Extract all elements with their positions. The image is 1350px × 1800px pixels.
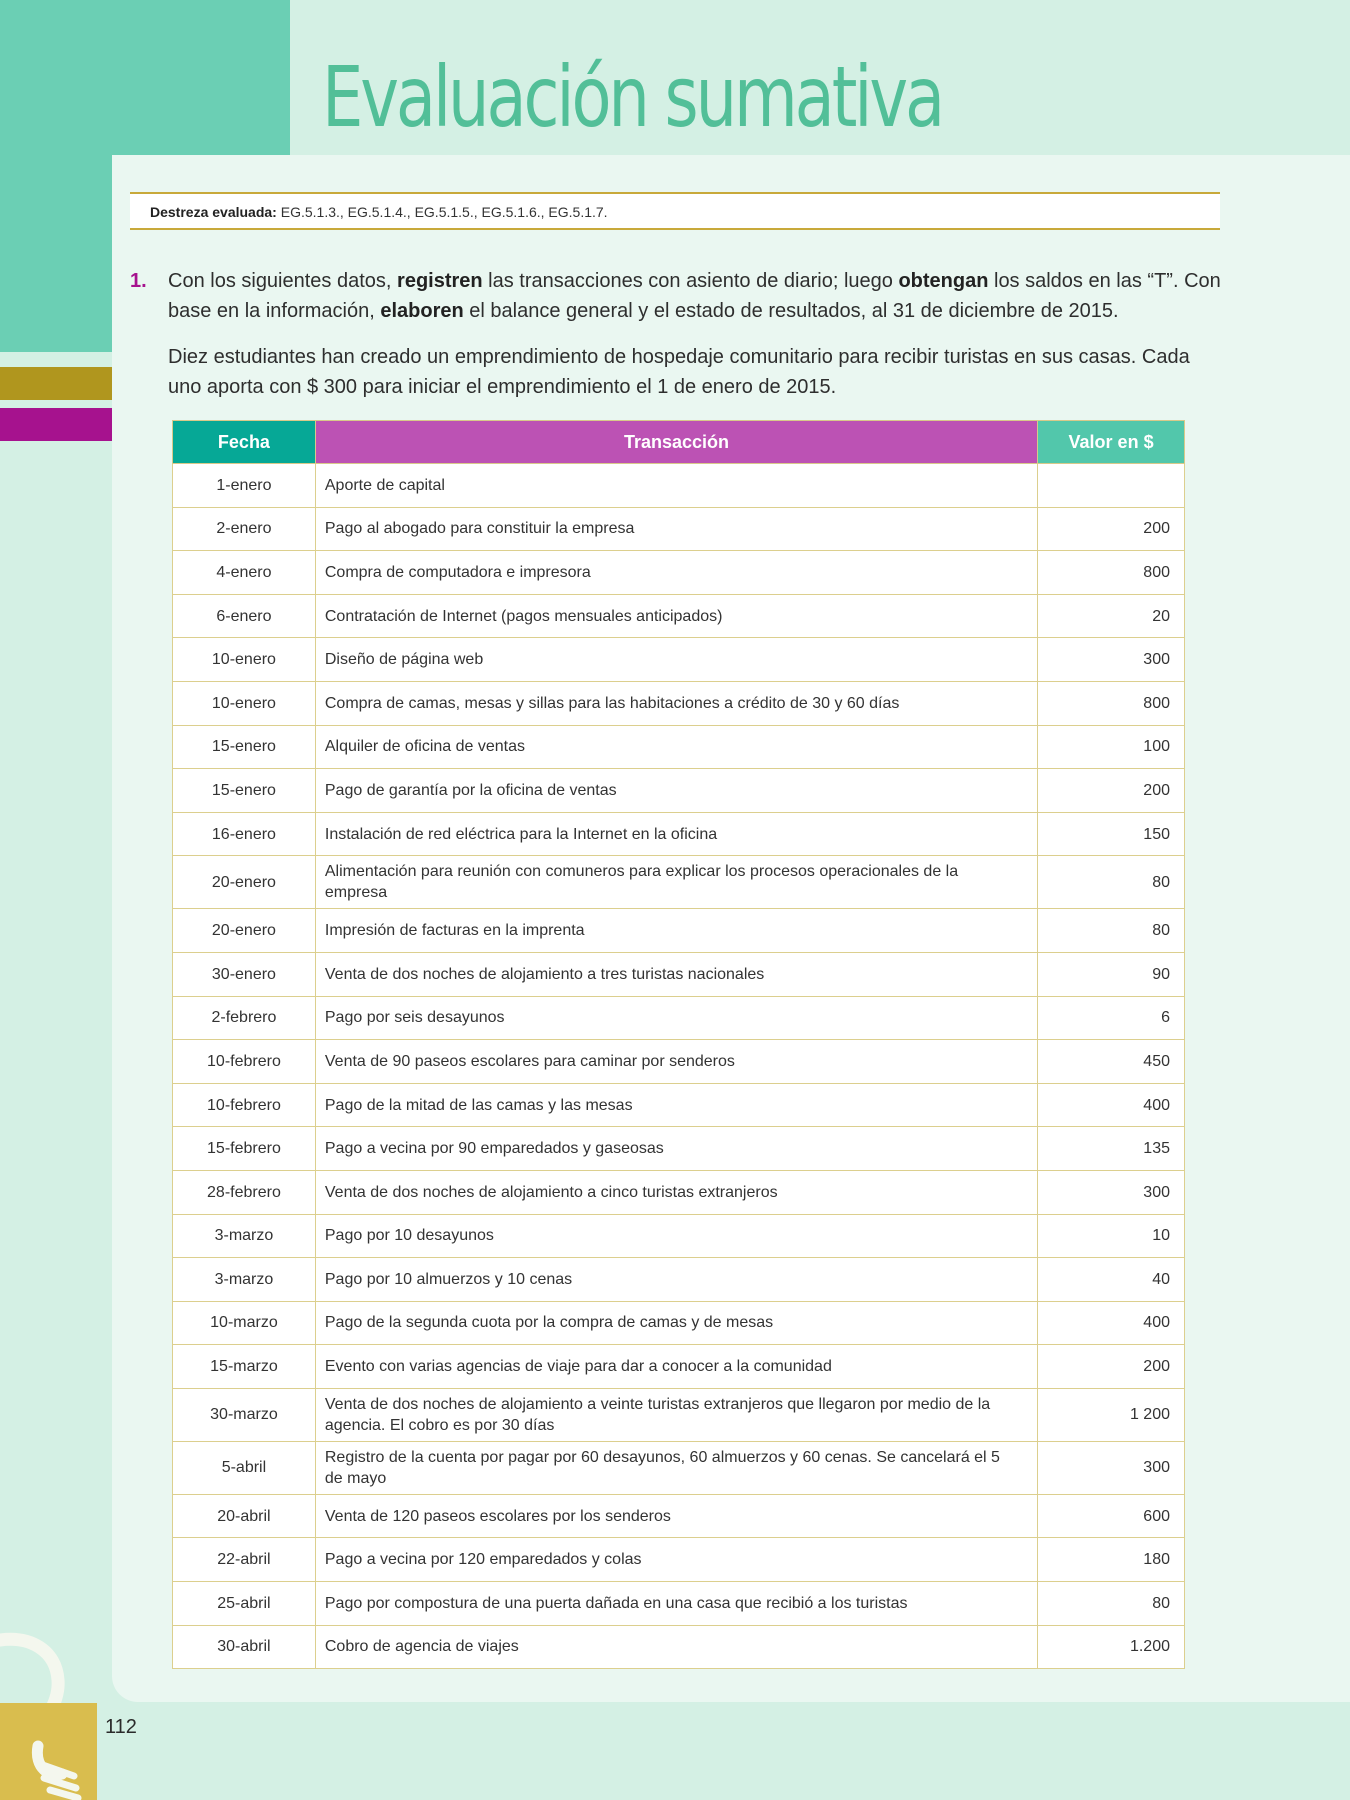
cell-valor: 300 [1038,1170,1185,1214]
cell-transaccion: Pago por seis desayunos [315,996,1037,1040]
table-row [173,551,1185,595]
table-row [173,725,1185,769]
question-1 [130,266,1225,402]
q-keyword-elaboren: elaboren [380,300,464,322]
table-row [173,464,1185,508]
cell-fecha: 10-febrero [173,1083,316,1127]
q-text-part: Con los siguientes datos, [168,270,398,292]
cell-transaccion: Pago por 10 almuerzos y 10 cenas [315,1258,1037,1302]
cell-transaccion: Pago de la mitad de las camas y las mesas [315,1083,1037,1127]
table-row [173,1040,1185,1084]
question-paragraph-1 [168,266,1225,326]
cell-transaccion: Evento con varias agencias de viaje para dar a conocer a la comunidad [315,1345,1037,1389]
cell-valor: 400 [1038,1301,1185,1345]
table-row [173,594,1185,638]
cell-transaccion: Contratación de Internet (pagos mensuales anticipados) [315,594,1037,638]
cell-valor: 180 [1038,1538,1185,1582]
cell-valor [1038,464,1185,508]
cell-fecha: 3-marzo [173,1258,316,1302]
cell-transaccion: Pago por compostura de una puerta dañada en una casa que recibió a los turistas [315,1582,1037,1626]
cell-valor: 1 200 [1038,1388,1185,1441]
magenta-stripe [0,408,112,441]
table-row [173,638,1185,682]
cell-fecha: 2-febrero [173,996,316,1040]
cell-valor: 200 [1038,1345,1185,1389]
cell-transaccion: Impresión de facturas en la imprenta [315,909,1037,953]
question-text [168,266,1225,402]
table-row [173,1441,1185,1494]
table-row [173,1345,1185,1389]
header-fecha: Fecha [173,421,316,464]
cell-transaccion: Pago de garantía por la oficina de ventas [315,769,1037,813]
cell-valor: 400 [1038,1083,1185,1127]
question-paragraph-2: Diez estudiantes han creado un emprendimiento de hospedaje comunitario para recibir turistas en sus casas. Cada uno aporta con $ 300 para iniciar el emprendimiento el 1 de enero de 2015. [168,346,1190,398]
cell-valor: 90 [1038,952,1185,996]
q-text-part: el balance general y el estado de resultados, al 31 de diciembre de 2015. [463,300,1119,322]
table-row [173,996,1185,1040]
cell-fecha: 6-enero [173,594,316,638]
cell-fecha: 16-enero [173,812,316,856]
cell-valor: 450 [1038,1040,1185,1084]
cell-fecha: 15-enero [173,769,316,813]
cell-fecha: 22-abril [173,1538,316,1582]
cell-fecha: 28-febrero [173,1170,316,1214]
cell-transaccion: Alquiler de oficina de ventas [315,725,1037,769]
page-number: 112 [105,1716,137,1738]
q-keyword-registren: registren [397,270,483,292]
header-valor: Valor en $ [1038,421,1185,464]
skill-label: Destreza evaluada: [150,204,277,220]
table-header-row [173,421,1185,464]
cell-fecha: 1-enero [173,464,316,508]
cell-transaccion: Cobro de agencia de viajes [315,1625,1037,1669]
cell-valor: 300 [1038,638,1185,682]
cell-transaccion: Pago por 10 desayunos [315,1214,1037,1258]
cell-transaccion: Pago de la segunda cuota por la compra de camas y de mesas [315,1301,1037,1345]
cell-transaccion: Alimentación para reunión con comuneros para explicar los procesos operacionales de la empresa [315,856,1037,909]
cell-transaccion: Pago al abogado para constituir la empresa [315,507,1037,551]
cell-transaccion: Venta de 120 paseos escolares por los senderos [315,1494,1037,1538]
table-row [173,1538,1185,1582]
cell-valor: 135 [1038,1127,1185,1171]
cell-transaccion: Aporte de capital [315,464,1037,508]
cell-valor: 80 [1038,909,1185,953]
cell-valor: 40 [1038,1258,1185,1302]
table-row [173,1301,1185,1345]
cell-fecha: 10-marzo [173,1301,316,1345]
header-transaccion: Transacción [315,421,1037,464]
cell-fecha: 10-enero [173,638,316,682]
cell-fecha: 2-enero [173,507,316,551]
cell-valor: 1.200 [1038,1625,1185,1669]
table-row [173,952,1185,996]
cell-transaccion: Venta de dos noches de alojamiento a veinte turistas extranjeros que llegaron por medio de la agencia. El cobro es por 30 días [315,1388,1037,1441]
cell-fecha: 20-abril [173,1494,316,1538]
cell-fecha: 30-abril [173,1625,316,1669]
table-row [173,769,1185,813]
q-text-part: los saldos en las “T”. Con base en la información, [168,270,1221,322]
cell-fecha: 5-abril [173,1441,316,1494]
cell-valor: 100 [1038,725,1185,769]
cell-transaccion: Compra de camas, mesas y sillas para las habitaciones a crédito de 30 y 60 días [315,681,1037,725]
q-keyword-obtengan: obtengan [898,270,989,292]
table-row [173,812,1185,856]
cell-valor: 6 [1038,996,1185,1040]
cell-transaccion: Compra de computadora e impresora [315,551,1037,595]
gold-stripe [0,367,112,400]
cell-valor: 80 [1038,1582,1185,1626]
cell-transaccion: Registro de la cuenta por pagar por 60 desayunos, 60 almuerzos y 60 cenas. Se cancelará el 5 de mayo [315,1441,1037,1494]
table-body [173,464,1185,1669]
table-row [173,1494,1185,1538]
table-row [173,1214,1185,1258]
cell-valor: 80 [1038,856,1185,909]
table-row [173,1388,1185,1441]
cell-fecha: 15-febrero [173,1127,316,1171]
cell-fecha: 30-marzo [173,1388,316,1441]
table-row [173,1625,1185,1669]
cell-valor: 10 [1038,1214,1185,1258]
table-row [173,681,1185,725]
cell-transaccion: Diseño de página web [315,638,1037,682]
table-row [173,1258,1185,1302]
cell-fecha: 15-marzo [173,1345,316,1389]
cell-fecha: 25-abril [173,1582,316,1626]
cell-fecha: 10-febrero [173,1040,316,1084]
cell-valor: 800 [1038,551,1185,595]
table-row [173,1582,1185,1626]
table-row [173,856,1185,909]
cell-valor: 300 [1038,1441,1185,1494]
table-row [173,1170,1185,1214]
cell-valor: 200 [1038,507,1185,551]
cell-fecha: 3-marzo [173,1214,316,1258]
cell-transaccion: Venta de 90 paseos escolares para caminar por senderos [315,1040,1037,1084]
cell-transaccion: Venta de dos noches de alojamiento a tres turistas nacionales [315,952,1037,996]
q-text-part: las transacciones con asiento de diario; luego [482,270,899,292]
transactions-table [172,420,1185,1669]
table-row [173,1083,1185,1127]
question-number: 1. [130,270,147,292]
cell-transaccion: Venta de dos noches de alojamiento a cinco turistas extranjeros [315,1170,1037,1214]
cell-fecha: 30-enero [173,952,316,996]
table-row [173,1127,1185,1171]
cell-transaccion: Pago a vecina por 120 emparedados y colas [315,1538,1037,1582]
skill-value: EG.5.1.3., EG.5.1.4., EG.5.1.5., EG.5.1.6., EG.5.1.7. [280,204,608,220]
cell-fecha: 4-enero [173,551,316,595]
lightbulb-base-icon [0,1628,100,1800]
table-row [173,909,1185,953]
cell-fecha: 20-enero [173,909,316,953]
skill-box [130,192,1220,230]
cell-fecha: 10-enero [173,681,316,725]
table-row [173,507,1185,551]
cell-fecha: 20-enero [173,856,316,909]
cell-valor: 150 [1038,812,1185,856]
cell-transaccion: Instalación de red eléctrica para la Internet en la oficina [315,812,1037,856]
cell-valor: 600 [1038,1494,1185,1538]
cell-valor: 200 [1038,769,1185,813]
cell-valor: 800 [1038,681,1185,725]
cell-valor: 20 [1038,594,1185,638]
cell-transaccion: Pago a vecina por 90 emparedados y gaseosas [315,1127,1037,1171]
page-title: Evaluación sumativa [322,48,943,146]
cell-fecha: 15-enero [173,725,316,769]
